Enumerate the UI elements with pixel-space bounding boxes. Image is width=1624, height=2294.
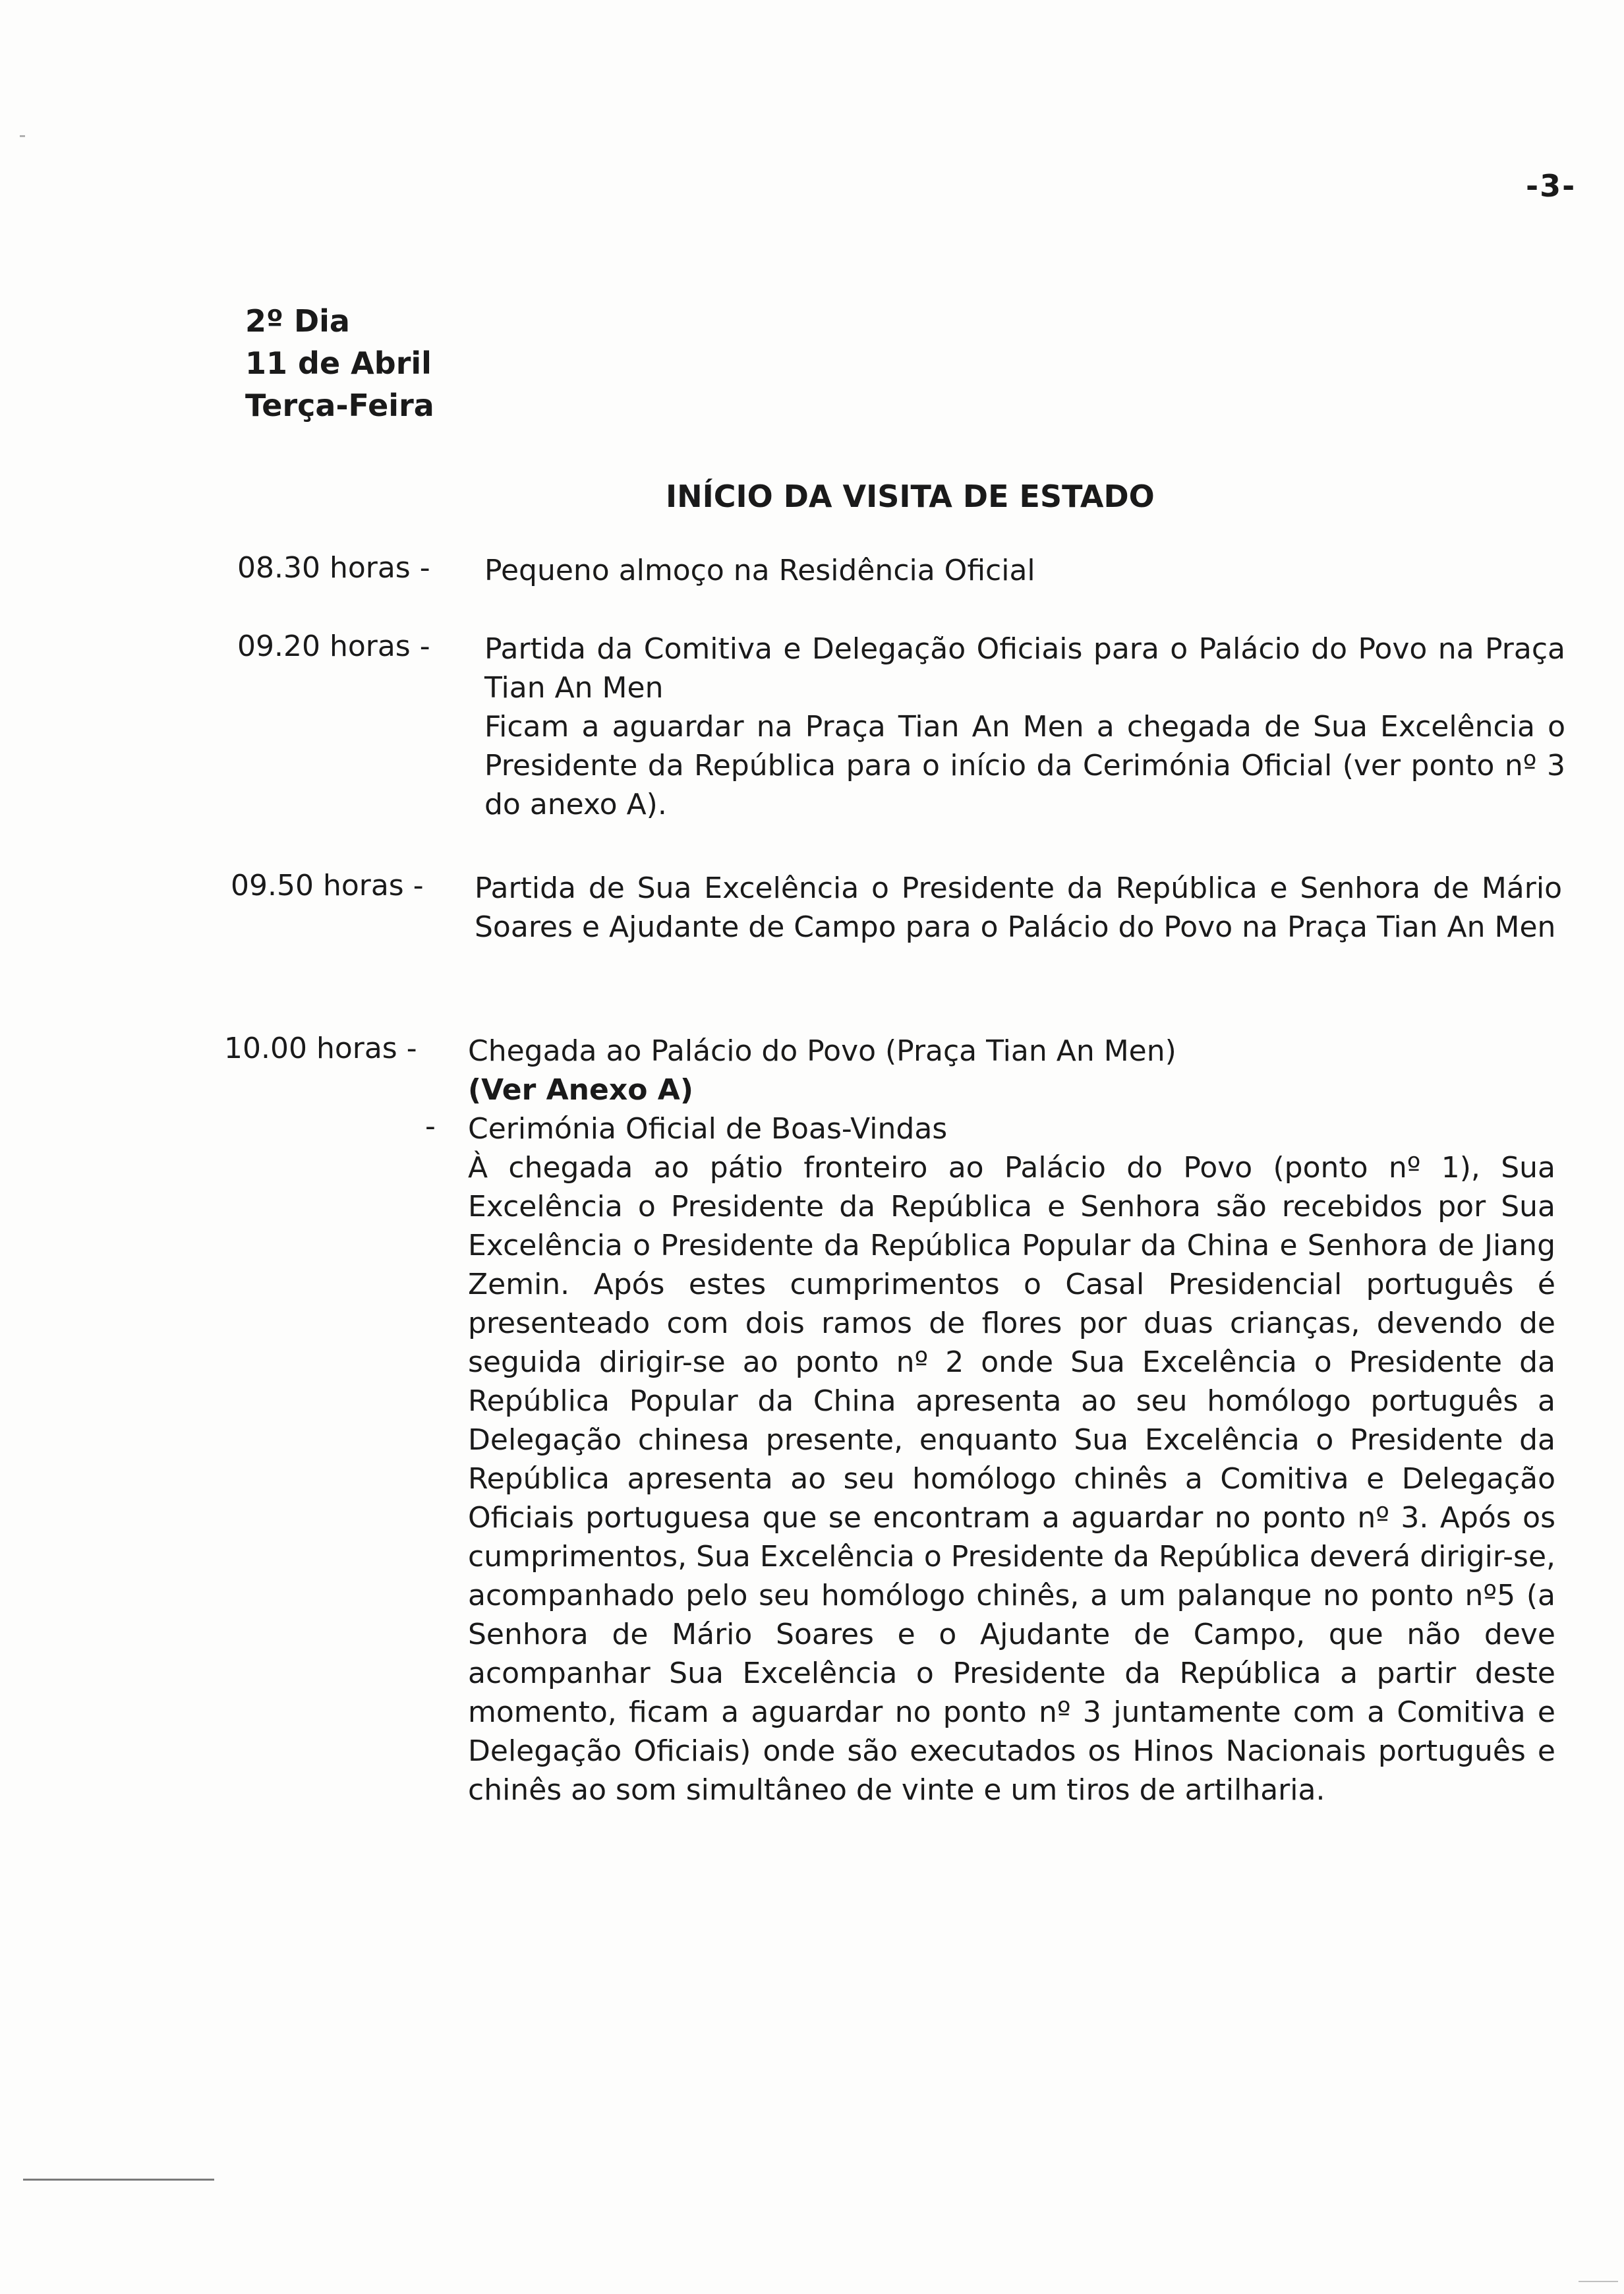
scan-line-mark [23,2179,214,2181]
scan-speck [20,135,25,137]
section-title: INÍCIO DA VISITA DE ESTADO [666,479,1155,514]
day-header [245,300,434,426]
weekday-label: Terça-Feira [245,388,434,423]
entry-time: 09.20 horas - [237,630,430,663]
ceremony-paragraph: À chegada ao pátio fronteiro ao Palácio do Povo (ponto nº 1), Sua Excelência o Presidente da República e Senhora são recebidos por Sua Excelência o Presidente da República Popular da China e Senhora de Jiang Zemin. Após estes cumprimentos o Casal Presidencial português é presenteado com dois ramos de flores por duas crianças, devendo de seguida dirigir-se ao ponto nº 2 onde Sua Excelência o Presidente da República Popular da China apresenta ao seu homólogo português a Delegação chinesa presente, enquanto Sua Excelência o Presidente da República apresenta ao seu homólogo chinês a Comitiva e Delegação Oficiais portuguesa que se encontram a aguardar no ponto nº 3. Após os cumprimentos, Sua Excelência o Presidente da República deverá dirigir-se, acompanhado pelo seu homólogo chinês, a um palanque no ponto nº5 (a Senhora de Mário Soares e o Ajudante de Campo, que não deve acompanhar Sua Excelência o Presidente da República a partir deste momento, ficam a aguardar no ponto nº 3 juntamente com a Comitiva e Delegação Oficiais) onde são executados os Hinos Nacionais português e chinês ao som simultâneo de vinte e um tiros de artilharia. [468,1151,1555,1807]
entry-body [475,869,1562,947]
entry-body [484,630,1565,824]
entry-paragraph: Ficam a aguardar na Praça Tian An Men a chegada de Sua Excelência o Presidente da República para o início da Cerimónia Oficial (ver ponto nº 3 do anexo A). [484,710,1565,821]
annex-reference: (Ver Anexo A) [468,1073,693,1107]
day-label: 2º Dia [245,303,350,339]
entry-body [468,1032,1555,1809]
entry-time: 08.30 horas - [237,551,430,585]
date-label: 11 de Abril [245,345,432,381]
entry-time: 09.50 horas - [231,869,424,902]
entry-text: Pequeno almoço na Residência Oficial [484,554,1035,587]
entry-body [484,551,1572,590]
entry-paragraph: Partida de Sua Excelência o Presidente da República e Senhora de Mário Soares e Ajudante de Campo para o Palácio do Povo na Praça Tian An Men [475,871,1562,944]
page-number: -3- [1526,168,1577,204]
list-dash: - [425,1109,436,1143]
entry-heading: Chegada ao Palácio do Povo (Praça Tian An Men) [468,1034,1176,1068]
scan-speck [1579,2281,1618,2282]
ceremony-subheading: Cerimónia Oficial de Boas-Vindas [468,1112,948,1146]
entry-paragraph: Partida da Comitiva e Delegação Oficiais para o Palácio do Povo na Praça Tian An Men [484,632,1565,705]
entry-time: 10.00 horas - [224,1032,417,1065]
